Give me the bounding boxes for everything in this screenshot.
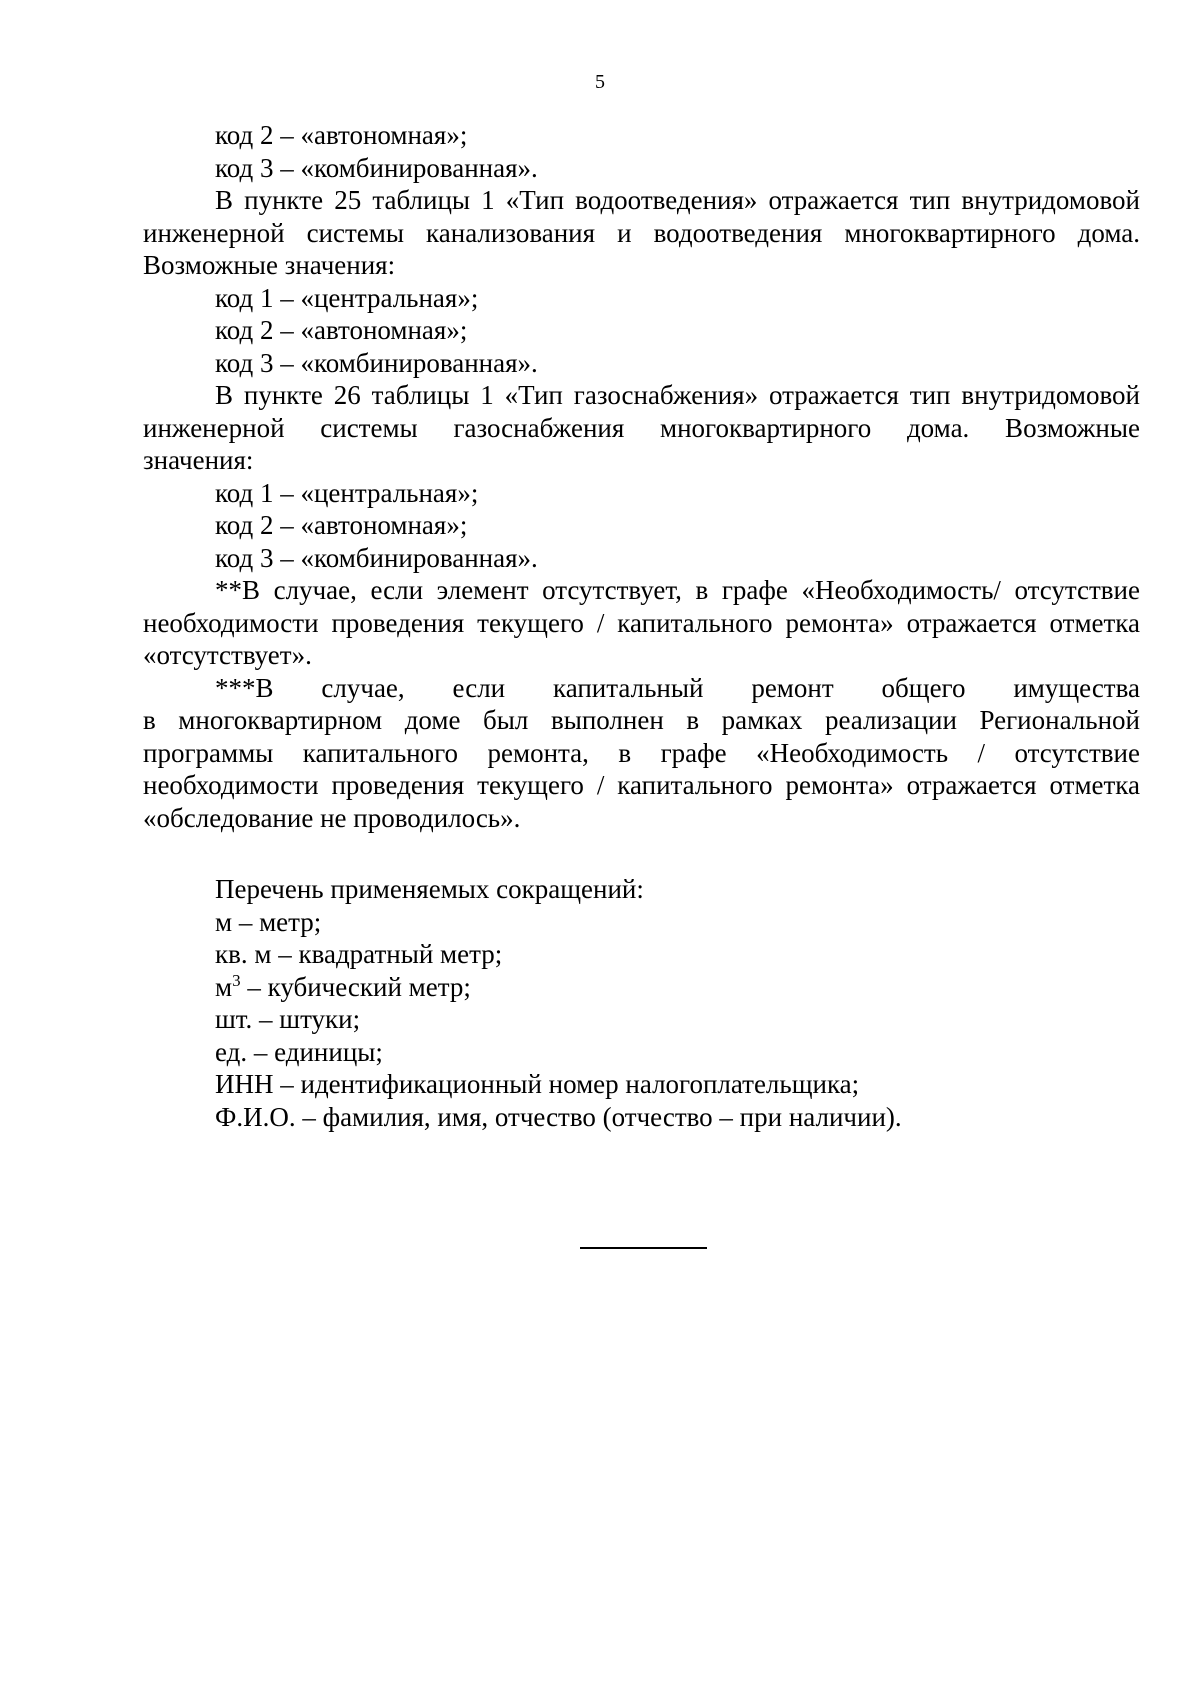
document-body [143, 119, 1140, 1133]
paragraph-line: значения: [143, 445, 254, 475]
paragraph-line: Возможные значения: [143, 250, 396, 280]
code-line: код 3 – «комбинированная». [215, 347, 538, 378]
footnote-line: необходимости проведения текущего / капитального ремонта» отражается отметка [143, 770, 1140, 800]
abbreviation-rest: – кубический метр; [240, 971, 471, 1002]
footnote-line: программы капитального ремонта, в графе «Необходимость / отсутствие [143, 737, 1140, 768]
end-divider [580, 1247, 707, 1249]
code-line: код 1 – «центральная»; [215, 477, 479, 508]
paragraph-line: инженерной системы канализования и водоотведения многоквартирного дома. [143, 217, 1140, 248]
footnote-line: **В случае, если элемент отсутствует, в графе «Необходимость/ отсутствие [215, 575, 1140, 605]
section-gap [143, 834, 1140, 873]
abbreviations-heading: Перечень применяемых сокращений: [215, 874, 644, 904]
abbreviation-item: м – метр; [215, 906, 322, 937]
abbreviation-item: кв. м – квадратный метр; [215, 939, 503, 969]
code-line: код 3 – «комбинированная». [215, 542, 538, 573]
code-line: код 2 – «автономная»; [215, 120, 468, 150]
footnote-line: в многоквартирном доме был выполнен в рамках реализации Региональной [143, 705, 1140, 735]
code-line: код 2 – «автономная»; [215, 315, 468, 345]
footnote-line: ***В случае, если капитальный ремонт общего имущества [215, 672, 1140, 703]
abbreviation-superscript: 3 [232, 970, 241, 990]
abbreviation-base: м [215, 971, 233, 1002]
footnote-line: «отсутствует». [143, 640, 312, 670]
code-line: код 3 – «комбинированная». [215, 152, 538, 183]
abbreviation-item: Ф.И.О. – фамилия, имя, отчество (отчество – при наличии). [215, 1101, 902, 1132]
footnote-line: необходимости проведения текущего / капитального ремонта» отражается отметка [143, 607, 1140, 638]
code-line: код 2 – «автономная»; [215, 510, 468, 540]
abbreviation-item: ИНН – идентификационный номер налогоплательщика; [215, 1069, 860, 1099]
code-line: код 1 – «центральная»; [215, 282, 479, 313]
abbreviation-item: ед. – единицы; [215, 1036, 383, 1067]
footnote-line: «обследование не проводилось». [143, 802, 521, 833]
abbreviation-item [143, 971, 1140, 1004]
page-number: 5 [595, 71, 605, 93]
abbreviation-item: шт. – штуки; [215, 1004, 361, 1034]
paragraph-line: инженерной системы газоснабжения многоквартирного дома. Возможные [143, 412, 1140, 443]
paragraph-line: В пункте 26 таблицы 1 «Тип газоснабжения» отражается тип внутридомовой [215, 380, 1140, 410]
paragraph-line: В пункте 25 таблицы 1 «Тип водоотведения» отражается тип внутридомовой [215, 185, 1140, 215]
